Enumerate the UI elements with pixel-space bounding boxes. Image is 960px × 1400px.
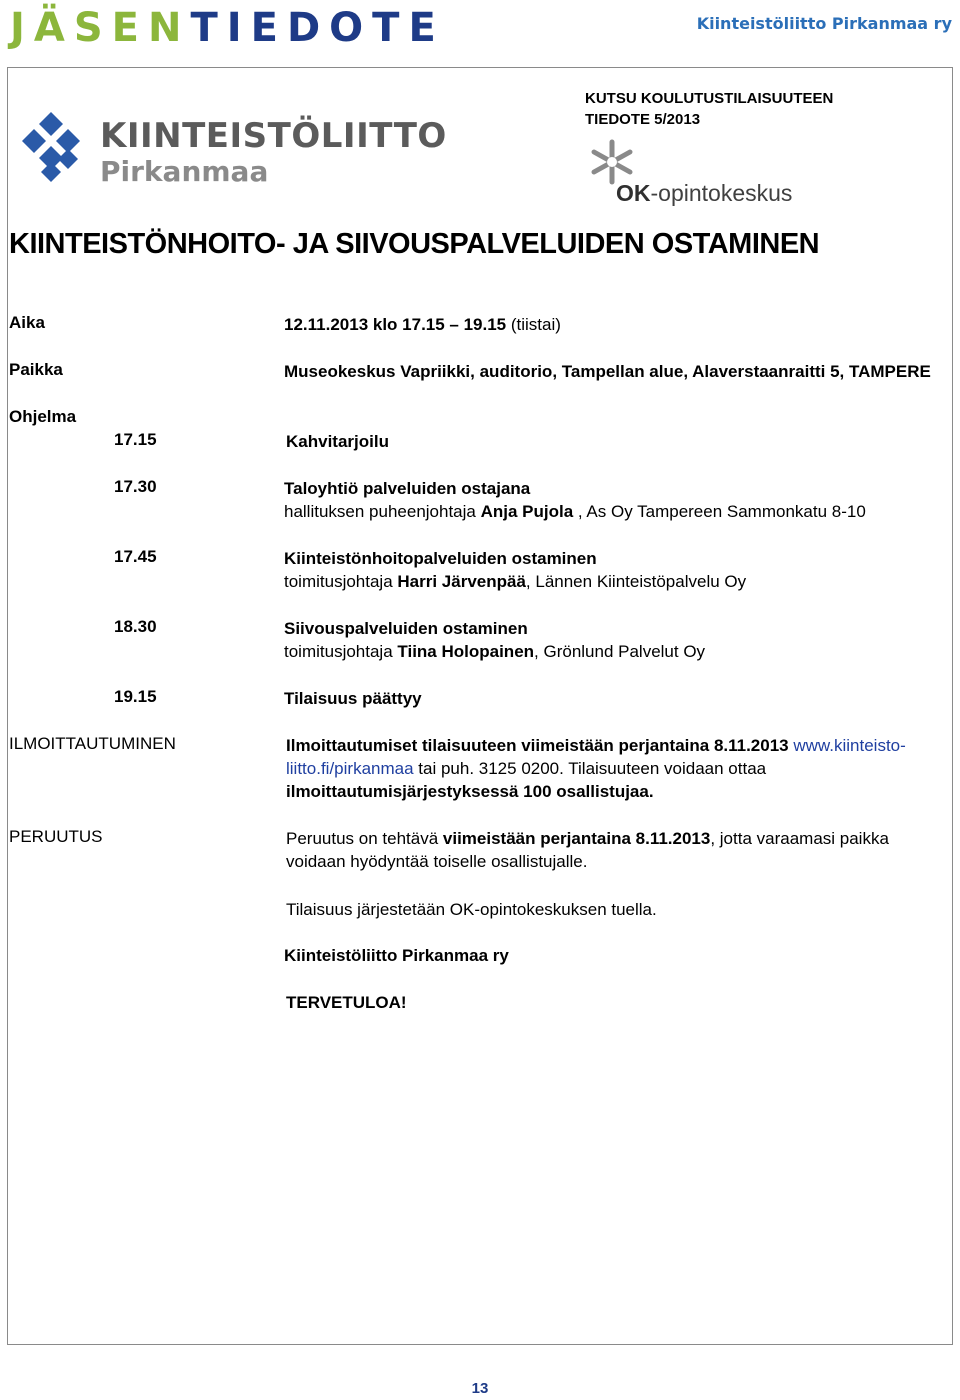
program-time: 19.15: [114, 687, 157, 706]
cancel-text-2: , jotta varaamasi paikka voidaan hyödyntää toiselle osallistujalle.: [286, 829, 889, 871]
kiinteistoliitto-logo-icon: [20, 110, 90, 190]
program-title: Tilaisuus päättyy: [284, 689, 422, 708]
aika-datetime: 12.11.2013 klo 17.15 – 19.15: [284, 315, 507, 334]
speaker-role: toimitusjohtaja: [284, 642, 398, 661]
masthead-part1: JÄSEN: [10, 5, 191, 51]
speaker-org: , As Oy Tampereen Sammonkatu 8-10: [573, 502, 866, 521]
registration-deadline: Ilmoittautumiset tilaisuuteen viimeistään perjantaina 8.11.2013: [286, 736, 794, 755]
support-text: Tilaisuus järjestetään OK-opintokeskuksen tuella.: [286, 900, 657, 919]
ilmoittautuminen-text: [286, 734, 953, 803]
ok-suffix: -opintokeskus: [650, 180, 793, 206]
masthead: [10, 6, 445, 50]
program-item: [284, 617, 705, 663]
notice-heading: [585, 88, 833, 130]
ohjelma-label: Ohjelma: [9, 407, 77, 426]
ok-prefix: OK: [616, 180, 651, 206]
program-time: 17.45: [114, 547, 157, 566]
speaker-role: toimitusjohtaja: [284, 572, 398, 591]
aika-label: Aika: [9, 313, 45, 332]
page-number: 13: [471, 1380, 489, 1397]
organizer-name: Kiinteistöliitto Pirkanmaa ry: [284, 946, 509, 965]
program-time: 17.30: [114, 477, 157, 496]
aika-value: [284, 313, 561, 336]
program-speaker: [284, 570, 746, 593]
ok-opintokeskus-wordmark: [616, 180, 792, 207]
logo-text: [100, 116, 447, 188]
cancel-deadline: viimeistään perjantaina 8.11.2013: [442, 829, 711, 848]
speaker-org: , Grönlund Palvelut Oy: [534, 642, 706, 661]
logo-line2: Pirkanmaa: [100, 155, 269, 188]
page-title: KIINTEISTÖNHOITO- JA SIIVOUSPALVELUIDEN OSTAMINEN: [9, 228, 820, 260]
program-time: 18.30: [114, 617, 157, 636]
program-item: [286, 430, 389, 453]
paikka-value: Museokeskus Vapriikki, auditorio, Tampellan alue, Alaverstaanraitti 5, TAMPERE: [284, 362, 931, 381]
speaker-name: Tiina Holopainen: [397, 642, 535, 661]
registration-link[interactable]: www.kiinteisto-liitto.fi/pirkanmaa: [286, 736, 906, 778]
program-title: Taloyhtiö palveluiden ostajana: [284, 479, 531, 498]
speaker-name: Anja Pujola: [480, 502, 574, 521]
registration-phone: tai puh. 3125 0200. Tilaisuuteen voidaan ottaa: [413, 759, 767, 778]
program-title: Kahvitarjoilu: [286, 432, 389, 451]
registration-capacity: ilmoittautumisjärjestyksessä 100 osallistujaa.: [286, 782, 654, 801]
program-speaker: [284, 640, 705, 663]
notice-line2: TIEDOTE 5/2013: [585, 111, 701, 128]
peruutus-label: PERUUTUS: [9, 827, 103, 846]
speaker-name: Harri Järvenpää: [397, 572, 526, 591]
program-speaker: [284, 500, 866, 523]
masthead-part2: TIEDOTE: [190, 5, 445, 51]
aika-weekday: (tiistai): [506, 315, 561, 334]
ilmoittautuminen-label: ILMOITTAUTUMINEN: [9, 734, 176, 753]
welcome-text: TERVETULOA!: [286, 993, 407, 1012]
masthead-org: Kiinteistöliitto Pirkanmaa ry: [696, 14, 952, 33]
peruutus-text: [286, 827, 953, 873]
program-title: Kiinteistönhoitopalveluiden ostaminen: [284, 549, 597, 568]
program-title: Siivouspalveluiden ostaminen: [284, 619, 528, 638]
program-time: 17.15: [114, 430, 157, 449]
logo-line1: KIINTEISTÖLIITTO: [100, 116, 447, 156]
speaker-role: hallituksen puheenjohtaja: [284, 502, 481, 521]
program-item: [284, 687, 422, 710]
program-item: [284, 547, 746, 593]
paikka-label: Paikka: [9, 360, 63, 379]
speaker-org: , Lännen Kiinteistöpalvelu Oy: [525, 572, 747, 591]
program-item: [284, 477, 866, 523]
cancel-text-1: Peruutus on tehtävä: [286, 829, 443, 848]
notice-line1: KUTSU KOULUTUSTILAISUUTEEN: [585, 90, 834, 107]
